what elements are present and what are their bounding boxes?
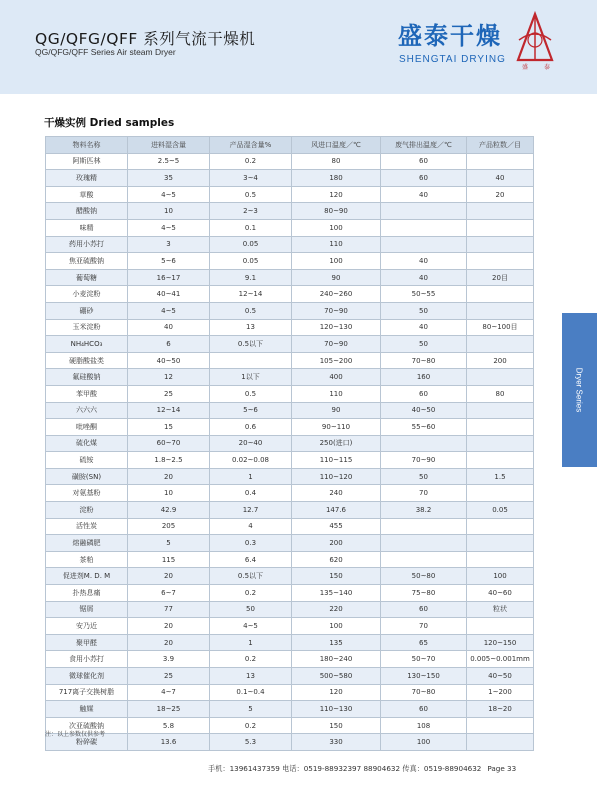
table-cell <box>381 219 467 236</box>
table-cell: 40 <box>381 186 467 203</box>
brand <box>398 16 518 76</box>
table-cell: 455 <box>292 518 381 535</box>
table-cell: 13 <box>210 668 292 685</box>
table-cell: 40 <box>381 253 467 270</box>
table-cell: 105~200 <box>292 352 381 369</box>
table-cell: 0.5 <box>210 302 292 319</box>
table-cell: 50 <box>381 336 467 353</box>
brand-name-en: SHENGTAI DRYING <box>399 54 506 65</box>
table-row <box>46 419 534 436</box>
table-cell: 25 <box>128 668 210 685</box>
table-cell: 75~80 <box>381 585 467 602</box>
table-cell <box>381 203 467 220</box>
table-cell: 80~90 <box>292 203 381 220</box>
table-row <box>46 568 534 585</box>
table-cell: 0.4 <box>210 485 292 502</box>
table-cell: 205 <box>128 518 210 535</box>
table-cell: 18~25 <box>128 701 210 718</box>
table-cell: 13.6 <box>128 734 210 751</box>
table-cell: 3~4 <box>210 170 292 187</box>
table-cell: 25 <box>128 385 210 402</box>
table-cell: 90~110 <box>292 419 381 436</box>
table-row <box>46 518 534 535</box>
table-row <box>46 535 534 552</box>
table-cell: 120~130 <box>292 319 381 336</box>
table-row <box>46 435 534 452</box>
table-cell: 200 <box>292 535 381 552</box>
table-cell: 110 <box>292 385 381 402</box>
table-cell: 硬脂酸盐类 <box>46 352 128 369</box>
table-cell: 触媒 <box>46 701 128 718</box>
table-cell: 4~5 <box>210 618 292 635</box>
table-row <box>46 170 534 187</box>
table-cell: 12~14 <box>210 286 292 303</box>
table-cell: 18~20 <box>467 701 534 718</box>
table-cell: 90 <box>292 402 381 419</box>
table-row <box>46 502 534 519</box>
table-cell <box>467 153 534 170</box>
table-cell <box>467 618 534 635</box>
table-row <box>46 153 534 170</box>
table-cell: 1~200 <box>467 684 534 701</box>
table-cell: 110~115 <box>292 452 381 469</box>
table-cell: 锯屑 <box>46 601 128 618</box>
table-cell: 160 <box>381 369 467 386</box>
table-cell: 聚甲醛 <box>46 634 128 651</box>
table-cell: 0.5 <box>210 186 292 203</box>
table-cell: 淀粉 <box>46 502 128 519</box>
table-row <box>46 701 534 718</box>
table-cell: 70~90 <box>381 452 467 469</box>
table-cell: 0.05 <box>210 236 292 253</box>
table-cell: 90 <box>292 269 381 286</box>
table-cell: 0.2 <box>210 717 292 734</box>
table-cell: 4~5 <box>128 186 210 203</box>
table-cell <box>467 236 534 253</box>
table-cell: 620 <box>292 551 381 568</box>
side-tab <box>562 313 597 467</box>
table-cell: 180 <box>292 170 381 187</box>
table-cell: 0.02~0.08 <box>210 452 292 469</box>
table-row <box>46 369 534 386</box>
table-cell: 110~120 <box>292 468 381 485</box>
table-cell <box>381 236 467 253</box>
table-cell: 40~50 <box>128 352 210 369</box>
table-cell: 60 <box>381 153 467 170</box>
footer <box>208 764 516 774</box>
table-cell: 40 <box>381 319 467 336</box>
table-cell: 50 <box>381 468 467 485</box>
table-cell: 330 <box>292 734 381 751</box>
table-cell: 108 <box>381 717 467 734</box>
table-row <box>46 452 534 469</box>
table-cell <box>467 402 534 419</box>
table-row <box>46 651 534 668</box>
table-cell: 70~80 <box>381 684 467 701</box>
table-cell: 80 <box>467 385 534 402</box>
table-cell: 玉米淀粉 <box>46 319 128 336</box>
table-row <box>46 551 534 568</box>
table-cell: 50~70 <box>381 651 467 668</box>
table-cell: 50~80 <box>381 568 467 585</box>
table-cell: 6 <box>128 336 210 353</box>
table-cell: 115 <box>128 551 210 568</box>
table-row <box>46 236 534 253</box>
table-cell: 磺胺(SN) <box>46 468 128 485</box>
table-row <box>46 385 534 402</box>
table-header-cell: 产品湿含量% <box>210 137 292 154</box>
table-cell: 微球催化剂 <box>46 668 128 685</box>
table-cell: 1以下 <box>210 369 292 386</box>
table-cell: 60 <box>381 385 467 402</box>
table-cell: 12.7 <box>210 502 292 519</box>
table-cell: 35 <box>128 170 210 187</box>
table-cell <box>467 369 534 386</box>
table-row <box>46 302 534 319</box>
table-cell: 促进剂M. D. M <box>46 568 128 585</box>
table-cell: 0.3 <box>210 535 292 552</box>
table-cell: 180~240 <box>292 651 381 668</box>
table-cell: 70~90 <box>292 336 381 353</box>
table-row <box>46 352 534 369</box>
table-cell <box>467 518 534 535</box>
table-cell: 120~150 <box>467 634 534 651</box>
table-cell: 120 <box>292 684 381 701</box>
table-cell: 六六六 <box>46 402 128 419</box>
table-cell: 60 <box>381 170 467 187</box>
side-tab-label: Dryer Series <box>574 367 584 413</box>
table-cell: 0.5以下 <box>210 568 292 585</box>
table-cell: 食用小苏打 <box>46 651 128 668</box>
contact-info: 手机：13961437359 电话：0519-88932397 88904632 传真：0519-88904632 <box>208 764 482 773</box>
table-row <box>46 186 534 203</box>
table-cell: 5~6 <box>210 402 292 419</box>
table-cell: 60 <box>381 701 467 718</box>
table-cell: 1.5 <box>467 468 534 485</box>
table-cell: 2~3 <box>210 203 292 220</box>
table-header-row <box>46 137 534 154</box>
table-cell: 6.4 <box>210 551 292 568</box>
table-cell: 16~17 <box>128 269 210 286</box>
table-cell: 100 <box>467 568 534 585</box>
table-cell: 5.3 <box>210 734 292 751</box>
table-cell: 147.6 <box>292 502 381 519</box>
table-cell: 50 <box>210 601 292 618</box>
table-cell: 20 <box>128 618 210 635</box>
table-cell: 80~100目 <box>467 319 534 336</box>
table-cell: 0.5以下 <box>210 336 292 353</box>
table-cell <box>467 286 534 303</box>
table-cell: 50 <box>381 302 467 319</box>
table-cell: 100 <box>292 219 381 236</box>
table-cell: 0.05 <box>467 502 534 519</box>
table-cell: 4~5 <box>128 302 210 319</box>
page-number: Page 33 <box>487 764 517 773</box>
table-cell: 次亚硫酸钠 <box>46 717 128 734</box>
table-cell <box>467 302 534 319</box>
table-row <box>46 286 534 303</box>
table-cell: 4~5 <box>128 219 210 236</box>
table-cell: 0.05 <box>210 253 292 270</box>
table-cell <box>467 535 534 552</box>
section-title: 干燥实例 Dried samples <box>44 117 175 129</box>
table-row <box>46 668 534 685</box>
table-cell: 硫化煤 <box>46 435 128 452</box>
table-header-cell: 物料名称 <box>46 137 128 154</box>
table-cell <box>381 518 467 535</box>
table-cell: 150 <box>292 717 381 734</box>
table-row <box>46 468 534 485</box>
table-cell <box>467 734 534 751</box>
table-cell: 70 <box>381 618 467 635</box>
table-cell: 100 <box>292 618 381 635</box>
table-cell: 20 <box>128 468 210 485</box>
footnote: 注：以上参数仅供参考 <box>45 731 106 738</box>
table-cell: 1 <box>210 634 292 651</box>
table-row <box>46 618 534 635</box>
table-header-cell: 进料湿含量 <box>128 137 210 154</box>
table-cell: 草酸 <box>46 186 128 203</box>
table-cell: 茶粕 <box>46 551 128 568</box>
table-cell <box>467 336 534 353</box>
table-cell: 苯甲酸 <box>46 385 128 402</box>
table-cell: 13 <box>210 319 292 336</box>
table-cell <box>467 435 534 452</box>
table-cell: 100 <box>381 734 467 751</box>
table-cell: 40 <box>128 319 210 336</box>
table-row <box>46 336 534 353</box>
table-cell: 活性炭 <box>46 518 128 535</box>
table-cell: 200 <box>467 352 534 369</box>
table-cell: 55~60 <box>381 419 467 436</box>
table-cell: 120 <box>292 186 381 203</box>
table-cell: 135 <box>292 634 381 651</box>
table-cell: 4~7 <box>128 684 210 701</box>
table-cell: 50~55 <box>381 286 467 303</box>
table-cell: 40~60 <box>467 585 534 602</box>
table-row <box>46 684 534 701</box>
logo-caption-left: 盛 <box>522 64 529 71</box>
dried-samples-table <box>45 136 534 751</box>
table-cell: 4 <box>210 518 292 535</box>
table-cell: 40 <box>381 269 467 286</box>
table-cell: 80 <box>292 153 381 170</box>
table-row <box>46 402 534 419</box>
table-cell: 0.005~0.001mm <box>467 651 534 668</box>
table-cell: 12~14 <box>128 402 210 419</box>
table-cell: 硼砂 <box>46 302 128 319</box>
table-cell: 10 <box>128 203 210 220</box>
table-cell: 0.1~0.4 <box>210 684 292 701</box>
table-cell: 5.8 <box>128 717 210 734</box>
table-cell: 20 <box>128 568 210 585</box>
table-cell: 小麦淀粉 <box>46 286 128 303</box>
table-cell: 100 <box>292 253 381 270</box>
table-cell: 77 <box>128 601 210 618</box>
table-cell: 玫瑰精 <box>46 170 128 187</box>
table-cell: 40~41 <box>128 286 210 303</box>
table-cell: 0.2 <box>210 585 292 602</box>
table-cell: 250(进口) <box>292 435 381 452</box>
table-cell: 0.6 <box>210 419 292 436</box>
table-cell: 3.9 <box>128 651 210 668</box>
page-title: QG/QFG/QFF 系列气流干燥机 <box>35 30 256 48</box>
table-cell: 717离子交换树脂 <box>46 684 128 701</box>
table-cell: 20目 <box>467 269 534 286</box>
table-cell: 3 <box>128 236 210 253</box>
table-header-cell: 产品粒数／目 <box>467 137 534 154</box>
table-cell: 12 <box>128 369 210 386</box>
table-cell: 5 <box>128 535 210 552</box>
page-subtitle: QG/QFG/QFF Series Air steam Dryer <box>35 47 176 57</box>
table-cell: 65 <box>381 634 467 651</box>
table-cell <box>467 253 534 270</box>
table-cell: 60 <box>381 601 467 618</box>
table-cell <box>467 717 534 734</box>
table-cell: 葡萄糖 <box>46 269 128 286</box>
table-cell: 氟硅酸钠 <box>46 369 128 386</box>
table-row <box>46 717 534 734</box>
table-cell: 150 <box>292 568 381 585</box>
table-cell: 2.5~5 <box>128 153 210 170</box>
table-cell: 硫铵 <box>46 452 128 469</box>
table-cell: 40~50 <box>467 668 534 685</box>
table-cell: 0.2 <box>210 153 292 170</box>
table-cell: 10 <box>128 485 210 502</box>
table-cell <box>210 352 292 369</box>
table-cell: 1.8~2.5 <box>128 452 210 469</box>
table-cell: 135~140 <box>292 585 381 602</box>
table-cell: 9.1 <box>210 269 292 286</box>
table-cell: 粉碎碳 <box>46 734 128 751</box>
table-row <box>46 585 534 602</box>
table-cell: 70 <box>381 485 467 502</box>
table-cell: 焦亚硫酸钠 <box>46 253 128 270</box>
table-cell: 60~70 <box>128 435 210 452</box>
table-cell: 240 <box>292 485 381 502</box>
logo-caption-right: 泰 <box>544 64 551 71</box>
table-cell: 吡唑酮 <box>46 419 128 436</box>
table-cell <box>467 452 534 469</box>
table-cell: 20 <box>128 634 210 651</box>
table-cell <box>467 219 534 236</box>
table-row <box>46 734 534 751</box>
table-cell: 400 <box>292 369 381 386</box>
brand-name-cn: 盛泰干燥 <box>398 21 502 50</box>
table-cell <box>467 551 534 568</box>
table-cell: NH₄HCO₃ <box>46 336 128 353</box>
table-row <box>46 219 534 236</box>
table-cell: 20~40 <box>210 435 292 452</box>
table-cell: 500~580 <box>292 668 381 685</box>
table-cell: 醋酸钠 <box>46 203 128 220</box>
table-header-cell: 废气排出温度／℃ <box>381 137 467 154</box>
table-cell <box>467 485 534 502</box>
table-row <box>46 253 534 270</box>
table-cell: 5~6 <box>128 253 210 270</box>
table-cell: 42.9 <box>128 502 210 519</box>
table-cell: 15 <box>128 419 210 436</box>
table-row <box>46 485 534 502</box>
table-row <box>46 601 534 618</box>
table-cell: 20 <box>467 186 534 203</box>
table-cell: 40~50 <box>381 402 467 419</box>
table-cell: 110 <box>292 236 381 253</box>
table-cell <box>467 203 534 220</box>
table-cell <box>381 551 467 568</box>
table-cell: 0.2 <box>210 651 292 668</box>
table-header-cell: 风进口温度／℃ <box>292 137 381 154</box>
table-row <box>46 319 534 336</box>
table-cell <box>467 419 534 436</box>
table-row <box>46 634 534 651</box>
table-cell: 70~80 <box>381 352 467 369</box>
table-cell: 阿斯匹林 <box>46 153 128 170</box>
table-cell: 6~7 <box>128 585 210 602</box>
table-cell <box>381 435 467 452</box>
table-cell: 扑热息痛 <box>46 585 128 602</box>
table-cell: 安乃近 <box>46 618 128 635</box>
table-cell: 240~260 <box>292 286 381 303</box>
table-cell: 38.2 <box>381 502 467 519</box>
table-cell: 0.1 <box>210 219 292 236</box>
table-cell: 熔融磷肥 <box>46 535 128 552</box>
table-cell: 对氨基粉 <box>46 485 128 502</box>
company-logo-icon <box>515 10 555 70</box>
table-cell: 药用小苏打 <box>46 236 128 253</box>
table-cell: 70~90 <box>292 302 381 319</box>
table-cell: 0.5 <box>210 385 292 402</box>
table-cell: 粒状 <box>467 601 534 618</box>
table-row <box>46 203 534 220</box>
table-cell: 40 <box>467 170 534 187</box>
table-cell <box>381 535 467 552</box>
table-cell: 130~150 <box>381 668 467 685</box>
table-cell: 110~130 <box>292 701 381 718</box>
table-cell: 220 <box>292 601 381 618</box>
table-cell: 味精 <box>46 219 128 236</box>
table-row <box>46 269 534 286</box>
table-cell: 1 <box>210 468 292 485</box>
table-cell: 5 <box>210 701 292 718</box>
